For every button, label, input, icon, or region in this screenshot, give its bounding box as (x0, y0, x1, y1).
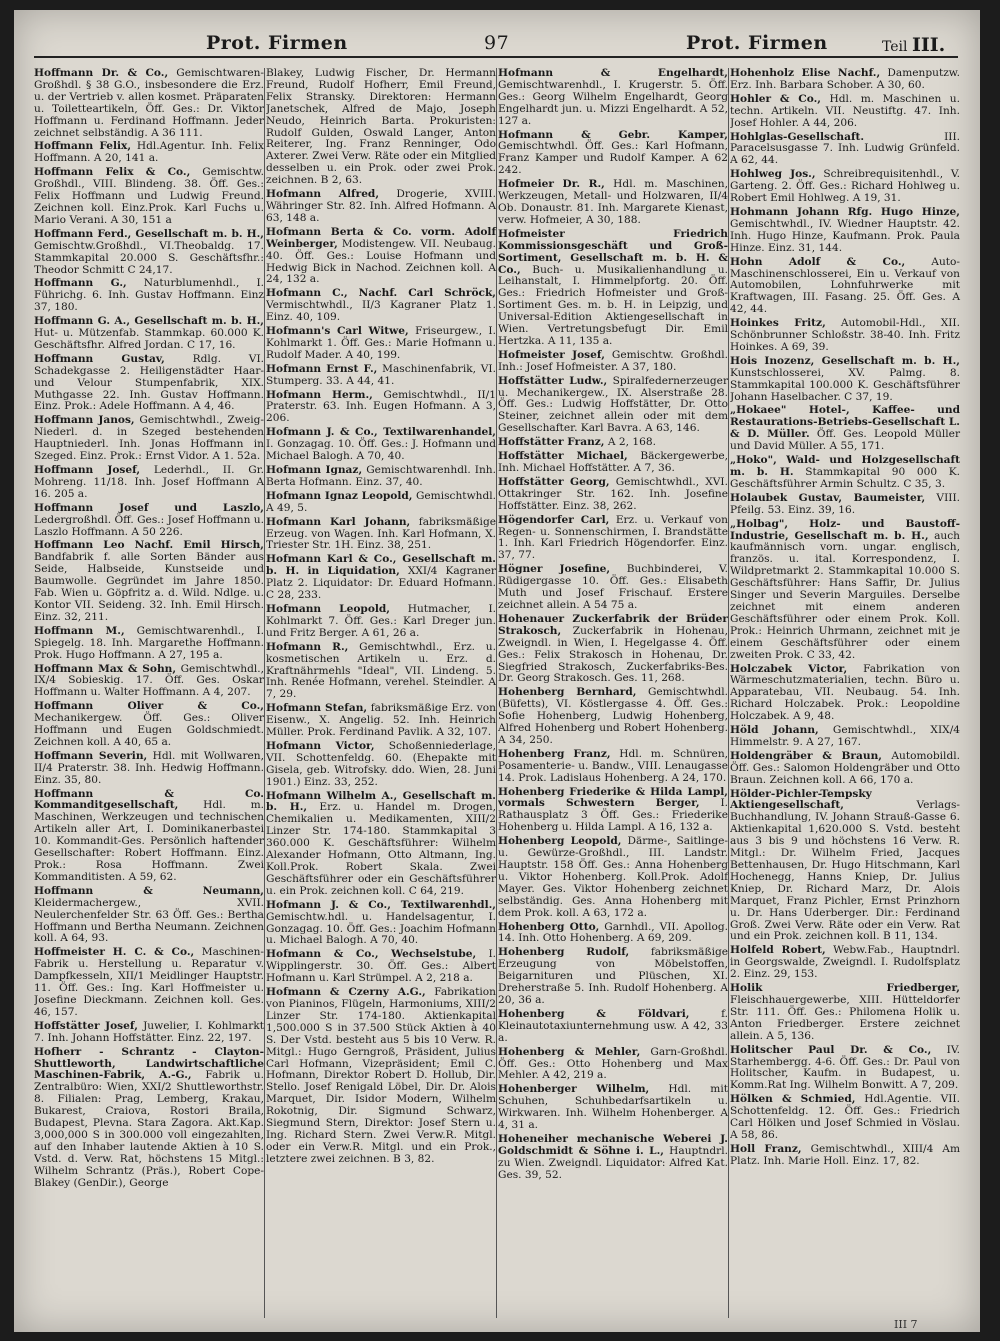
directory-entry (498, 749, 728, 785)
directory-entry (498, 922, 728, 946)
firm-name: Hofmann & Engelhardt, (498, 68, 728, 79)
firm-name: Hofmeister Friedrich Kommissionsgeschäft und Groß-Sortiment, Gesellschaft m. b. H. & Co., (498, 227, 728, 276)
directory-entry (730, 945, 960, 981)
firm-details: Fabrikation von Pianinos, Flügeln, Harmoniums, XIII/2 Linzer Str. 174-180. Aktienkapital 1,500.000 S in 37.500 Stück Aktien à 40 S. Der Vstd. besteht aus 5 bis 10 Verw. R. Mitgl.: Hugo Gerngroß, Präsident, Julius Carl Hofmann, Vizepräsident; Emil C. Hofmann, Direktor Robert D. Hollub, Dir. Stello. Josef Renigald Löbel, Dir. Dr. Alois Marquet, Dir. Isidor Modern, Wilhelm Rokotnig, Dir. Sigmund Schwarz, Siegmund Stern, Direktor: Josef Stern u. Ing. Richard Stern. Zwei Verw.R. Mitgl. oder ein Verw.R. Mitgl. und ein Prok., letztere zwei zeichnen. B 3, 82. (266, 986, 496, 1165)
directory-entry (730, 318, 960, 354)
firm-name: Hoffmann G. A., Gesellschaft m. b. H., (34, 315, 264, 328)
firm-name: Hoffmann Dr. & Co., (34, 68, 169, 79)
firm-name: Hoffmeister H. C. & Co., (34, 946, 195, 959)
directory-entry (34, 664, 264, 700)
firm-details: Kunstschlosserei, XV. Palmg. 8. Stammkapital 100.000 K. Geschäftsführer Johann Haselbacher. C 37, 19. (730, 366, 960, 403)
firm-details: A 2, 168. (607, 436, 656, 449)
firm-details: Mechanikergew. Öff. Ges.: Oliver Hoffmann und Eugen Goldschmiedt. Zeichnen koll. A 40, 65 a. (34, 712, 264, 748)
firm-name: Hohler & Co., (730, 92, 821, 105)
firm-details: Erz. u. Handel m. Drogen, Chemikalien u. Medikamenten, XIII/2 Linzer Str. 174-180. Stammkapital 3 360.000 K. Geschäftsführer: Wilhelm Alexander Hofmann, Otto Altmann, Ing. Koll.Prok. Robert Skala. Zwei Geschäftsführer oder ein Geschäftsführer u. ein Prok. zeichnen koll. C 64, 219. (266, 801, 496, 897)
firm-name: Hohlweg Jos., (730, 168, 816, 181)
header-rule (34, 56, 958, 58)
directory-entry (730, 68, 960, 92)
firm-name: Hölken & Schmied, (730, 1093, 856, 1106)
firm-name: „Hokaee" Hotel-, Kaffee- und Restaurations-Betriebs-Gesellschaft L. & D. Müller. (730, 404, 960, 441)
firm-name: Hohenberg & Mehler, (498, 1045, 641, 1058)
directory-entry (498, 1084, 728, 1132)
firm-details: auch kaufmännisch vorn. ungar. englisch, französ. u. ital. Korrespondenz, I. Wildpretmarkt 2. Stammkapital 10.000 S. Geschäftsführer: Hans Saffir, Dr. Julius Singer und Severin Marguiles. Derselbe zeichnet mit einem anderen Geschäftsführer oder einem Prok. Koll. Prok.: Heinrich Uhrmann, zeichnet mit je einem Geschäftsführer oder einem zweiten Prok. C 33, 42. (730, 529, 960, 661)
directory-entry (498, 229, 728, 348)
firm-name: Hoffmann Gustav, (34, 352, 165, 365)
firm-details: Fabrikation von Wärmeschutzmaterialien, techn. Büro u. Apparatebau, VII. Neubaug. 54. Inh. Richard Holczabek. Prok.: Leopoldine Holczabek. A 9, 48. (730, 662, 960, 723)
firm-name: Hofmann J. & Co., Textilwarenhdl., (266, 898, 496, 911)
column-1 (34, 68, 266, 1318)
directory-entry (498, 836, 728, 919)
firm-details: Zuckerfabrik in Hohenau, Zweigndl. in Wien, I. Hegelgasse 4. Öff. Ges.: Felix Strakosch in Hohenau, Dr. Siegfried Strakosch, Zuckerfabriks-Bes. Dr. Georg Strakosch. Ges. 11, 268. (498, 624, 728, 685)
firm-details: Gemischtwhdl., XIII/4 Am Platz. Inh. Marie Holl. Einz. 17, 82. (730, 1142, 960, 1167)
firm-name: Hofmann & Co., Wechselstube, (266, 948, 477, 961)
teil-marker (882, 34, 945, 56)
firm-details: Hdl. m. Maschinen u. techn. Artikeln. VII. Neustiftg. 47. Inh. Josef Hohler. A 44, 206. (730, 92, 960, 129)
firm-name: Hofmeier Dr. R., (498, 178, 605, 191)
column-2 (266, 68, 498, 1318)
directory-entry (498, 515, 728, 563)
firm-name: Holitscher Paul Dr. & Co., (730, 1043, 932, 1056)
directory-entry (730, 455, 960, 491)
firm-name: Hofmann J. & Co., Textilwarenhandel, (266, 426, 496, 439)
directory-entry (498, 787, 728, 835)
firm-details: Hut- u. Mützenfab. Stammkap. 60.000 K. Geschäftsfhr. Alfred Jordan. C 17, 16. (34, 327, 264, 351)
firm-name: Hoffmann & Co. Kommanditgesellschaft, (34, 787, 264, 812)
directory-entry (730, 207, 960, 255)
directory-entry (34, 886, 264, 946)
firm-name: Hohenberg & Földvari, (498, 1007, 690, 1020)
directory-entry (266, 703, 496, 739)
directory-entry (266, 68, 496, 187)
directory-entry (498, 947, 728, 1007)
directory-entry (730, 493, 960, 517)
directory-entry (498, 130, 728, 178)
firm-details: Gemischtw.hdl. u. Handelsagentur, I. Gonzagag. 10. Öff. Ges.: Joachim Hofmann u. Michael Balogh. A 70, 40. (266, 910, 496, 947)
header-right-title: Prot. Firmen (686, 32, 828, 54)
firm-details: Gemischtwhdl., Erz. u. kosmetischen Artikeln u. Erz. d. Kraftnährmehls "Ideal", VII. Lindeng. 5. Inh. Renée Hofmann, verehel. Steindler. A 7, 29. (266, 640, 496, 701)
firm-details: Auto-Maschinenschlosserei, Ein u. Verkauf von Automobilen, Lohnfuhrwerke mit Kraftwagen, III. Fasang. 25. Öff. Ges. A 42, 44. (730, 255, 960, 316)
firm-name: Hohenberg Bernhard, (498, 686, 637, 699)
directory-entry (34, 229, 264, 277)
firm-name: Hoffstätter Josef, (34, 1019, 138, 1032)
directory-entry (266, 554, 496, 602)
directory-entry (498, 350, 728, 374)
firm-details: Bäckergewerbe, Inh. Michael Hoffstätter. A 7, 36. (498, 450, 728, 474)
directory-entry (730, 519, 960, 662)
directory-entry (498, 1134, 728, 1182)
firm-name: Hoinkes Fritz, (730, 317, 826, 330)
directory-entry (34, 68, 264, 139)
firm-name: Hoffmann M., (34, 624, 125, 637)
firm-details: Fleischhauergewerbe, XIII. Hütteldorfer Str. 111. Öff. Ges.: Philomena Holik u. Anton Friedberger. Erstere zeichnet allein. A 5, 136. (730, 993, 960, 1042)
directory-entry (34, 947, 264, 1018)
firm-name: Hofmann's Carl Witwe, (266, 325, 409, 338)
firm-name: Hofmann C., Nachf. Carl Schröck, (266, 287, 496, 300)
column-4 (730, 68, 962, 1318)
firm-name: Hofmann Victor, (266, 739, 375, 752)
directory-entry (498, 614, 728, 685)
firm-details: Drogerie, XVIII. Währinger Str. 82. Inh. Alfred Hofmann. A 63, 148 a. (266, 188, 496, 224)
directory-entry (34, 141, 264, 165)
firm-details: Webw.Fab., Hauptndrl. in Georgswalde, Zweigndl. I. Rudolfsplatz 2. Einz. 29, 153. (730, 944, 960, 981)
firm-name: Hoffstätter Michael, (498, 450, 628, 463)
directory-entry (266, 604, 496, 640)
firm-details: Hauptndrl. zu Wien. Zweigndl. Liquidator: Alfred Kat. Ges. 39, 52. (498, 1144, 728, 1181)
directory-entry (498, 376, 728, 436)
firm-details: Gemischtwhdl., IV. Wiedner Hauptstr. 42. Inh. Hugo Hinze, Kaufmann. Prok. Paula Hinze. Einz. 31, 144. (730, 217, 960, 254)
directory-entry (498, 564, 728, 612)
firm-name: Hohenberg Otto, (498, 920, 600, 933)
firm-name: Hoffstätter Franz, (498, 436, 605, 449)
firm-details: fabriksmäßige Erzeug. von Wagen. Inh. Karl Hofmann, X. Triester Str. 1H. Einz. 38, 251. (266, 515, 496, 552)
firm-name: Hohenberg Leopold, (498, 835, 622, 848)
firm-name: Hohenberg Rudolf, (498, 946, 630, 959)
firm-name: Hohenberg Friederike & Hilda Lampl, vormals Schwestern Berger, (498, 785, 728, 810)
directory-entry (34, 540, 264, 623)
firm-details: Automobil-Hdl., XII. Schönbrunner Schloßstr. 38-40. Inh. Fritz Hoinkes. A 69, 39. (730, 317, 960, 353)
firm-details: Därme-, Saitlinge- u. Gewürze-Großhdl., III. Landstr. Hauptstr. 158 Öff. Ges.: Anna Hohenberg u. Viktor Hohenberg. Koll.Prok. Adolf Mayer. Ges. Viktor Hohenberg zeichnet selbständig. Ges. Anna Hohenberg mit dem Prok. koll. A 63, 172 a. (498, 835, 728, 919)
firm-name: Hohenholz Elise Nachf., (730, 68, 881, 79)
column-3 (498, 68, 730, 1318)
firm-details: Verlags-Buchhandlung, IV. Johann Strauß-Gasse 6. Aktienkapital 1,620.000 S. Vstd. besteht aus 3 bis 9 und höchstens 16 Verw. R. Mitgl.: Dr. Wilhelm Fried, Jacques Bettenhausen, Dr. Hugo Hitschmann, Karl Hochenegg, Hanns Kniep, Dr. Julius Kniep, Dr. Richard Marz, Dr. Alois Marquet, Franz Pichler, Ernst Prinzhorn u. Dr. Hans Uderberger. Dir.: Ferdinand Groß. Zwei Verw. Räte oder ein Verw. Rat und ein Prok. zeichnen koll. B 11, 134. (730, 799, 960, 943)
directory-entry (34, 626, 264, 662)
firm-name: Hofmann Karl Johann, (266, 515, 411, 528)
directory-entry (34, 465, 264, 501)
firm-details: Gemischtwarenhdl., I. Krugerstr. 5. Öff. Ges.: Georg Wilhelm Engelhardt, Georg Engelhardt jun. u. Mizzi Engelhardt. A 52, 127 a. (498, 78, 728, 127)
firm-details: Schreibrequisitenhdl., V. Garteng. 2. Öff. Ges.: Richard Hohlweg u. Robert Emil Hohlweg. A 19, 31. (730, 168, 960, 205)
directory-entry (266, 288, 496, 324)
firm-name: Hoffmann Ferd., Gesellschaft m. b. H., (34, 227, 264, 240)
firm-details: Stammkapital 90 000 K. Geschäftsführer Armin Schultz. C 35, 3. (730, 466, 960, 490)
directory-entry (34, 789, 264, 884)
directory-page (14, 10, 980, 1332)
firm-name: Holl Franz, (730, 1142, 802, 1155)
firm-details: Maschinen-Fabrik u. Herstellung u. Reparatur v. Dampfkesseln, XII/1 Meidlinger Hauptstr. 11. Öff. Ges.: Ing. Karl Hoffmeister u. Josefine Dieckmann. Zeichnen koll. Ges. 46, 157. (34, 946, 264, 1018)
firm-details: III. Paracelsusgasse 7. Inh. Ludwig Grünfeld. A 62, 44. (730, 130, 960, 167)
firm-details: Maschinenfabrik, VI. Stumperg. 33. A 44, 41. (266, 362, 496, 387)
directory-entry (34, 278, 264, 314)
firm-name: Högner Josefine, (498, 563, 611, 576)
firm-details: Gemischtwhdl., Zweig-Niederl. d. in Szeged bestehenden Hauptniederl. Inh. Jonas Hoffmann in Szeged. Einz. Prok.: Ernst Vidor. A 1. 52a. (34, 414, 265, 463)
firm-name: Hoffmann Max & Sohn, (34, 662, 177, 675)
firm-details: Gemischtwhdl., IX/4 Sobieskig. 17. Öff. Ges. Oskar Hoffmann u. Walter Hoffmann. A 4, 207. (34, 662, 265, 699)
footer-mark: III 7 (894, 1318, 918, 1331)
firm-name: Hohlglas-Gesellschaft. (730, 130, 865, 143)
directory-entry (266, 465, 496, 489)
firm-details: Hutmacher, I. Kohlmarkt 7. Öff. Ges.: Karl Dreger jun. und Fritz Berger. A 61, 26 a. (266, 602, 496, 639)
firm-name: Hoffmann Leo Nachf. Emil Hirsch, (34, 539, 264, 552)
firm-name: Holczabek Victor, (730, 662, 848, 675)
firm-details: Damenputzw. Erz. Inh. Barbara Schober. A 30, 60. (730, 68, 960, 91)
directory-entry (266, 390, 496, 426)
firm-details: Erz. u. Verkauf von Regen- u. Sonnenschirmen, I. Brandstätte 1. Inh. Karl Friedrich Högendorfer. Einz. 37, 77. (498, 513, 729, 562)
directory-entry (730, 1094, 960, 1142)
directory-entry (730, 1045, 960, 1093)
firm-details: Gemischtwarenhdl. Inh. Berta Hofmann. Einz. 37, 40. (266, 464, 496, 488)
directory-entry (266, 642, 496, 702)
firm-name: „Holbag", Holz- und Baustoff-Industrie, Gesellschaft m. b. H., (730, 517, 960, 542)
directory-entry (266, 949, 496, 985)
directory-entry (730, 664, 960, 724)
firm-name: Hofherr - Schrantz - Clayton-Shuttleworth, Landwirtschaftliche Maschinen-Fabrik, A.-G., (34, 1045, 264, 1082)
firm-details: I. Wipplingerstr. 30. Öff. Ges.: Albert Hofmann u. Karl Strümpel. A 2, 218 a. (266, 948, 496, 985)
firm-details: Hdl. m. Schnüren, Posamenterie- u. Bandw., VIII. Lenaugasse 14. Prok. Ladislaus Hohenberg. A 24, 170. (498, 747, 729, 784)
teil-label: Teil (882, 39, 908, 55)
firm-details: XXI/4 Kagraner Platz 2. Liquidator: Dr. Eduard Hofmann. C 28, 233. (266, 565, 496, 602)
firm-name: Hoffmann Felix, (34, 140, 132, 153)
directory-entry (266, 326, 496, 362)
firm-details: Gemischtwhdl. (Büfetts), VI. Köstlergasse 4. Öff. Ges.: Sofie Hohenberg, Ludwig Hohenberg, Alfred Hohenberg und Robert Hohenberg. A 34, 250. (498, 686, 728, 746)
firm-name: Högendorfer Carl, (498, 513, 610, 526)
directory-entry (730, 751, 960, 787)
firm-details: Gemischtwhdl., XVI. Ottakringer Str. 162. Inh. Josefine Hoffstätter. Einz. 38, 262. (498, 475, 728, 512)
directory-entry (266, 791, 496, 898)
firm-details: Lederhdl., II. Gr. Mohreng. 11/18. Inh. Josef Hoffmann A 16. 205 a. (34, 464, 265, 500)
firm-details: Vermischtwhdl., II/3 Kagraner Platz 1. Einz. 40, 109. (266, 299, 496, 324)
firm-details: Naturblumenhdl., I. Führichg. 6. Inh. Gustav Hoffmann. Einz 37, 180. (34, 277, 264, 314)
directory-entry (34, 354, 264, 414)
page-header (14, 28, 980, 58)
firm-details: Gemischtwhdl. Öff. Ges.: Karl Hofmann, Franz Kamper und Rudolf Kamper. A 62 242. (498, 140, 728, 177)
directory-entry (266, 741, 496, 789)
firm-details: Gemischtwaren-Großhdl. § 38 G.O., insbesondere die Erz. u. der Vertrieb v. allen kosmet. Präparaten u. Toiletteartikeln, Öff. Ges.: Dr. Viktor Hoffmann u. Ferdinand Hoffmann. Jeder zeichnet selbständig. A 36 111. (34, 68, 264, 139)
directory-entry (266, 427, 496, 463)
firm-details: Gemischtwhdl., XIX/4 Himmelstr. 9. A 27, 167. (730, 724, 961, 748)
firm-name: Hofmann & Czerny A.G., (266, 986, 426, 999)
firm-name: Hoffmann Josef und Laszlo, (34, 501, 264, 514)
firm-details: Gemischtwhdl. A 49, 5. (266, 489, 496, 514)
firm-details: Hdl. mit Wollwaren, II/4 Praterstr. 38. Inh. Hedwig Hoffmann. Einz. 35, 80. (34, 749, 264, 786)
firm-details: f. Kleinautotaxiunternehmung usw. A 42, 33 a. (498, 1007, 728, 1044)
firm-details: Garn-Großhdl. Öff. Ges.: Otto Hohenberg und Max Mehler. A 42, 219 a. (498, 1045, 728, 1082)
directory-entry (34, 316, 264, 352)
firm-name: Holik Friedberger, (730, 982, 960, 995)
directory-entry (34, 503, 264, 539)
directory-entry (730, 983, 960, 1043)
firm-details: Hdl.Agentur. Inh. Felix Hoffmann. A 20, 141 a. (34, 140, 265, 165)
firm-details: Öff. Ges. Leopold Müller und David Müller. A 55, 171. (730, 428, 961, 453)
firm-name: Hohenauer Zuckerfabrik der Brüder Strakosch, (498, 612, 728, 637)
directory-entry (266, 491, 496, 515)
directory-entry (498, 1047, 728, 1083)
firm-name: Hoffmann G., (34, 277, 127, 290)
firm-name: Hofmann Ignaz Leopold, (266, 489, 413, 502)
directory-entry (266, 189, 496, 225)
firm-name: Hoffmann Severin, (34, 749, 148, 762)
firm-details: Gemischtw.Großhdl., VI.Theobaldg. 17. Stammkapital 20.000 S. Geschäftsfhr.: Theodor Schmitt C 24,17. (34, 239, 264, 276)
firm-name: Hofmann Stefan, (266, 702, 368, 715)
firm-details: fabriksmäßige Erz. von Eisenw., X. Angelig. 52. Inh. Heinrich Müller. Prok. Ferdinand Pavlik. A 32, 107. (266, 702, 496, 739)
firm-name: Hofmann Wilhelm A., Gesellschaft m. b. H., (266, 789, 496, 814)
directory-entry (730, 405, 960, 453)
directory-entry (266, 900, 496, 948)
directory-entry (730, 1144, 960, 1168)
directory-entry (34, 751, 264, 787)
directory-entry (266, 987, 496, 1166)
firm-name: Holdengräber & Braun, (730, 749, 882, 762)
firm-name: „Hoko", Wald- und Holzgesellschaft m. b. H. (730, 454, 960, 478)
directory-entry (34, 1047, 264, 1190)
firm-name: Hofmann Ernst F., (266, 362, 378, 375)
firm-details: Buch- u. Musikalienhandlung u. Leihanstalt, I. Himmelpfortg. 20. Öff. Ges.: Friedrich Hofmeister und Groß-Sortiment Ges. m. b. H. in Leipzig, und Universal-Edition Aktiengesellschaft in Wien. Vertretungsbefugt Dir. Emil Hertzka. A 11, 135 a. (498, 263, 728, 347)
firm-name: Hofmann & Gebr. Kamper, (498, 128, 728, 141)
firm-name: Hoffstätter Ludw., (498, 374, 608, 387)
firm-details: VIII. Pfeilg. 53. Einz. 39, 16. (730, 491, 960, 516)
firm-name: Hölder-Pichler-Tempsky Aktiengesellschaft, (730, 787, 872, 812)
teil-roman: III. (911, 34, 946, 56)
firm-details: Hdl. mit Schuhen, Schuhbedarfsartikeln u. Wirkwaren. Inh. Wilhelm Hohenberger. A 4, 31 a. (498, 1083, 728, 1132)
firm-name: Hohenberg Franz, (498, 747, 611, 760)
firm-name: Hohn Adolf & Co., (730, 255, 906, 268)
directory-entry (730, 169, 960, 205)
firm-details: Kleidermachergew., XVII. Neulerchenfelder Str. 63 Öff. Ges.: Bertha Hoffmann und Bertha Neumann. Zeichnen koll. A 64, 93. (34, 896, 264, 945)
firm-name: Hofmeister Josef, (498, 348, 605, 361)
firm-details: Automobildl. Öff. Ges.: Salomon Holdengräber und Otto Braun. Zeichnen koll. A 66, 170 a. (730, 749, 960, 786)
firm-name: Hoffmann & Neumann, (34, 884, 264, 897)
firm-details: Rdlg. VI. Schadekgasse 2. Heiligenstädter Haar- und Velour Stumpenfabrik, XIX. Muthgasse 22. Inh. Gustav Hoffmann. Einz. Prok.: Adele Hoffmann. A 4, 46. (34, 352, 264, 413)
directory-entry (498, 451, 728, 475)
directory-entry (34, 415, 264, 463)
firm-details: Ledergroßhdl. Öff. Ges.: Josef Hoffmann u. Laszlo Hoffmann. A 50 226. (34, 513, 264, 538)
firm-details: Bandfabrik f. alle Sorten Bänder aus Seide, Halbseide, Kunstseide und Baumwolle. Gegründet im Jahre 1850. Fab. Wien u. Göpfritz a. d. Wild. Ndlge. u. Kontor VII. Seideng. 32. Inh. Emil Hirsch. Einz. 32, 211. (34, 551, 264, 623)
directory-entry (498, 437, 728, 449)
firm-details: Modistengew. VII. Neubaug. 40. Öff. Ges.: Louise Hofmann und Hedwig Bick in Nachod. Zeichnen koll. A 24, 132 a. (266, 237, 496, 286)
firm-details: Juwelier, I. Kohlmarkt 7. Inh. Johann Hoffstätter. Einz. 22, 197. (34, 1019, 264, 1044)
firm-details: fabriksmäßige Erzeugung von Möbelstoffen, Beigarnituren und Plüschen, XI. Dreherstraße 5. Inh. Rudolf Hohenberg. A 20, 36 a. (498, 946, 729, 1006)
firm-details: Fabrik u. Zentralbüro: Wien, XXI/2 Shuttleworthstr. 8. Filialen: Prag, Lemberg, Krakau, Bukarest, Craiova, Rostori Braila, Budapest, Plevna. Stara Zagora. Akt.Kap. 3,000,000 S in 300.000 voll eingezahlten, auf den Inhaber lautende Aktien à 10 S. Vstd. d. Verw. Rat, höchstens 15 Mitgl.: Wilhelm Schrantz (Präs.), Robert Cope-Blakey (GenDir.), George (34, 1069, 264, 1189)
directory-entry (730, 725, 960, 749)
firm-details: Garnhdl., VII. Apollog. 14. Inh. Otto Hohenberg. A 69, 209. (498, 920, 728, 945)
firm-name: Hoffmann Janos, (34, 414, 135, 427)
firm-name: Hofmann Karl & Co., Gesellschaft m. b. H. in Liquidation, (266, 553, 496, 578)
directory-entry (498, 477, 728, 513)
firm-details: Gemischtwarenhdl., I. Spiegelg. 18. Inh. Margarethe Hoffmann. Prok. Hugo Hoffmann. A 27, 195 a. (34, 624, 265, 661)
firm-name: Hofmann R., (266, 640, 349, 653)
firm-details: Gemischtw. Großhdl. Inh.: Josef Hofmeister. A 37, 180. (498, 348, 728, 373)
firm-name: Hofmann Ignaz, (266, 464, 363, 476)
page-number: 97 (484, 32, 510, 54)
directory-entry (266, 517, 496, 553)
firm-name: Hoffstätter Georg, (498, 475, 610, 488)
directory-entry (34, 701, 264, 749)
directory-entry (498, 68, 728, 128)
firm-details: Spiralfedernerzeuger u. Mechanikergew., IX. Alserstraße 28. Öff. Ges.: Ludwig Hoffstätter, Dr. Otto Steiner, zeichnet allein oder mit dem Gesellschafter. Karl Bavra. A 63, 146. (498, 374, 729, 435)
firm-details: Hdl. m. Maschinen, Werkzeugen und technischen Artikeln aller Art, I. Dominikanerbastei 10. Kommandit-Ges. Persönlich haftender Gesellschafter: Robert Hoffmann. Einz. Prok.: Rosa Hoffmann. Zwei Kommanditisten. A 59, 62. (34, 799, 264, 883)
firm-details: Friseurgew., I. Kohlmarkt 1. Öff. Ges.: Marie Hofmann u. Rudolf Mader. A 40, 199. (266, 325, 496, 361)
directory-entry (34, 167, 264, 227)
firm-name: Hofmann Herm., (266, 388, 373, 401)
firm-details: Gemischtwhdl., II/1 Praterstr. 63. Inh. Eugen Hofmann. A 3, 206. (266, 388, 496, 425)
firm-details: Hdl. m. Maschinen, Werkzeugen, Metall- und Holzwaren, II/4 Ob. Donaustr. 81. Inh. Margarete Kienast, verw. Hofmeier, A 30, 188. (498, 178, 729, 226)
directory-entry (730, 356, 960, 404)
firm-name: Hois Inozenz, Gesellschaft m. b. H., (730, 354, 960, 367)
firm-details: IV. Starhembergg. 4-6. Öff. Ges.: Dr. Paul von Holitscher, Kaufm. in Budapest, u. Komm.Rat Ing. Wilhelm Bonwitt. A 7, 209. (730, 1043, 961, 1092)
firm-name: Hohenberger Wilhelm, (498, 1083, 650, 1096)
firm-name: Hoffmann Felix & Co., (34, 166, 191, 179)
firm-details: Schoßenniederlage, VII. Schottenfeldg. 60. (Ehepakte mit Gisela, geb. Witrofsky. ddo. Wien, 28. Juni 1901.) Einz. 33, 252. (266, 739, 497, 788)
firm-name: Hofmann Leopold, (266, 602, 391, 615)
directory-entry (730, 789, 960, 944)
firm-details: Gemischtw. Großhdl., VIII. Blindeng. 38. Öff. Ges.: Felix Hoffmann und Ludwig Freund. Zeichnen koll. Einz.Prok. Karl Fuchs u. Mario Verani. A 30, 151 a (34, 166, 264, 226)
firm-name: Hoffmann Oliver & Co., (34, 700, 264, 713)
firm-name: Holfeld Robert, (730, 944, 826, 957)
directory-entry (498, 1009, 728, 1045)
firm-name: Hohmann Johann Rfg. Hugo Hinze, (730, 205, 960, 218)
directory-entry (730, 132, 960, 168)
firm-details: I. Rathausplatz 3 Öff. Ges.: Friederike Hohenberg u. Hilda Lampl. A 16, 132 a. (498, 797, 728, 834)
firm-name: Holaubek Gustav, Baumeister, (730, 491, 926, 504)
directory-entry (34, 1021, 264, 1045)
directory-entry (730, 257, 960, 317)
directory-entry (730, 94, 960, 130)
directory-entry (266, 227, 496, 287)
header-left-title: Prot. Firmen (206, 32, 348, 54)
firm-name: Hofmann Berta & Co. vorm. Adolf Weinberger, (266, 225, 496, 250)
directory-entry (498, 179, 728, 227)
firm-details: I. Gonzagag. 10. Öff. Ges.: J. Hofmann und Michael Balogh. A 70, 40. (266, 438, 496, 463)
firm-details: Blakey, Ludwig Fischer, Dr. Hermann Freund, Rudolf Hofherr, Emil Freund, Felix Stransky. Direktoren: Hermann Janetschek, Alfred de Majo, Joseph Neudo, Heinrich Barta. Prokuristen: Rudolf Gulden, Oswald Langer, Anton Reiterer, Ing. Franz Renninger, Odo Axterer. Zwei Verw. Räte oder ein Mitglied desselben u. ein Prok. oder zwei Prok. zeichnen. B 2, 63. (266, 68, 496, 187)
firm-name: Höld Johann, (730, 724, 819, 737)
firm-name: Hofmann Alfred, (266, 188, 380, 201)
firm-name: Hoffmann Josef, (34, 464, 141, 476)
directory-entry (498, 687, 728, 747)
directory-entry (266, 364, 496, 388)
firm-name: Hoheneiher mechanische Weberei J. Goldschmidt & Söhne i. L., (498, 1132, 728, 1157)
firm-details: Hdl.Agentie. VII. Schottenfeldg. 12. Öff. Ges.: Friedrich Carl Hölken und Josef Schmied in Vöslau. A 58, 86. (730, 1093, 960, 1141)
firm-details: Buchbinderei, V. Rüdigergasse 10. Öff. Ges.: Elisabeth Muth und Josef Frischauf. Erstere zeichnet allein. A 54 75 a. (498, 563, 729, 611)
